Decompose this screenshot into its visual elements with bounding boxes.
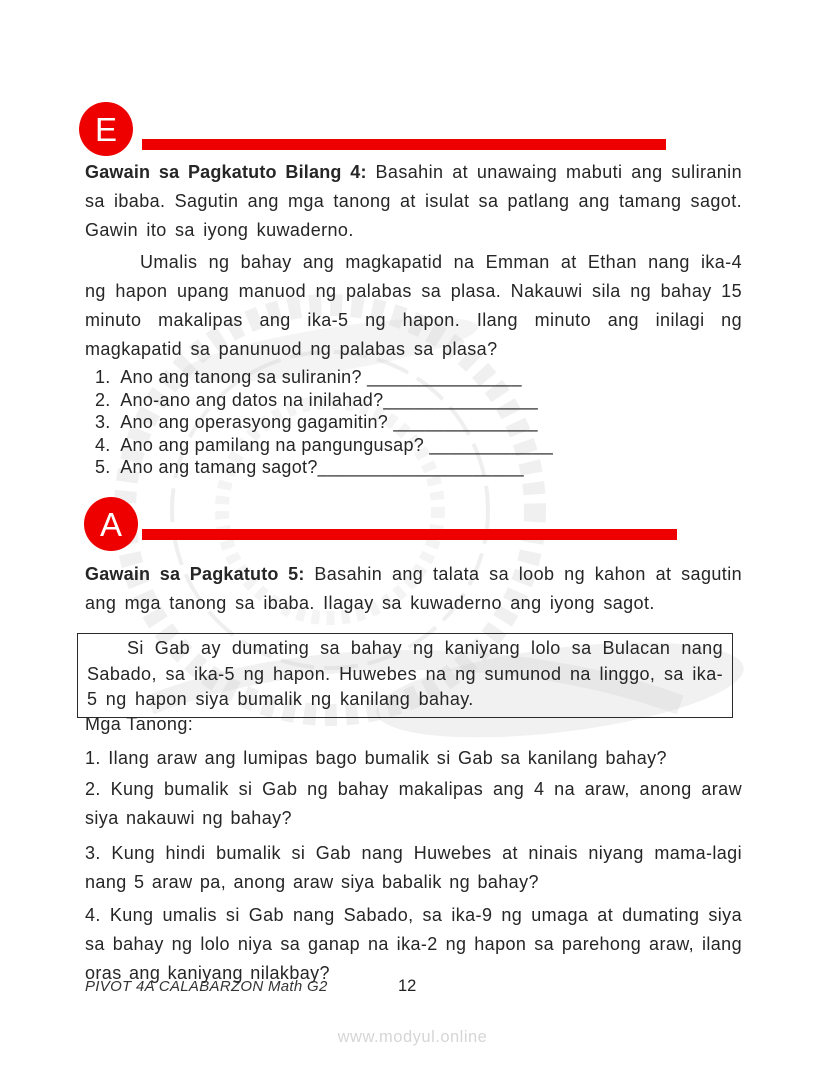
list-item: 4. Ano ang pamilang na pangungusap? ____________ bbox=[95, 434, 554, 455]
activity4-question-list bbox=[95, 366, 745, 479]
section-e-divider-line bbox=[142, 139, 666, 150]
activity5-heading: Gawain sa Pagkatuto 5: bbox=[85, 564, 305, 584]
list-item: 5. Ano ang tamang sagot?____________________ bbox=[95, 457, 524, 477]
footer-book-title: PIVOT 4A CALABARZON Math G2 bbox=[85, 978, 328, 995]
section-a-badge: A bbox=[84, 497, 138, 551]
activity5-instructions bbox=[85, 560, 742, 618]
question-item: 1. Ilang araw ang lumipas bago bumalik si Gab sa kanilang bahay? bbox=[85, 748, 667, 768]
section-a-divider-line bbox=[142, 529, 677, 540]
activity4-problem-paragraph: Umalis ng bahay ang magkapatid na Emman at Ethan nang ika-4 ng hapon upang manuod ng palabas sa plasa. Nakauwi sila ng bahay 15 minuto makalipas ang ika-5 ng hapon. Ilang minuto ang inilagi ng magkapatid sa panunuod ng palabas sa plasa? bbox=[85, 252, 742, 359]
story-box bbox=[77, 633, 733, 718]
activity4-intro-text: Basahin at unawaing mabuti ang suliranin sa ibaba. Sagutin ang mga tanong at isulat sa patlang ang tamang sagot. Gawin ito sa iyong kuwaderno. bbox=[85, 162, 742, 240]
question-item: 2. Kung bumalik si Gab ng bahay makalipas ang 4 na araw, anong araw siya nakauwi ng bahay? bbox=[85, 779, 742, 828]
activity4-instructions bbox=[85, 158, 742, 245]
site-watermark: www.modyul.online bbox=[337, 1028, 488, 1046]
story-text: Si Gab ay dumating sa bahay ng kaniyang lolo sa Bulacan nang Sabado, sa ika-5 ng hapon. Huwebes na ng sumunod na linggo, sa ika-5 ng hapon siya bumalik ng kanilang bahay. bbox=[87, 638, 723, 709]
list-item: 1. Ano ang tanong sa suliranin? _______________ bbox=[95, 367, 522, 387]
list-item: 3. Ano ang operasyong gagamitin? ______________ bbox=[95, 412, 538, 432]
question-item: 4. Kung umalis si Gab nang Sabado, sa ika-9 ng umaga at dumating siya sa bahay ng lolo niya sa ganap na ika-2 ng hapon sa parehong araw, ilang oras ang kaniyang nilakbay? bbox=[85, 905, 742, 983]
page-number: 12 bbox=[398, 977, 417, 995]
activity4-heading: Gawain sa Pagkatuto Bilang 4: bbox=[85, 162, 367, 182]
question-item: 3. Kung hindi bumalik si Gab nang Huwebes at ninais niyang mama-lagi nang 5 araw pa, anong araw siya babalik ng bahay? bbox=[85, 843, 742, 892]
activity5-intro-text: Basahin ang talata sa loob ng kahon at sagutin ang mga tanong sa ibaba. Ilagay sa kuwaderno ang iyong sagot. bbox=[85, 564, 742, 613]
list-item: 2. Ano-ano ang datos na inilahad?_______________ bbox=[95, 389, 539, 410]
section-e-badge: E bbox=[79, 102, 133, 156]
questions-label: Mga Tanong: bbox=[85, 714, 194, 734]
